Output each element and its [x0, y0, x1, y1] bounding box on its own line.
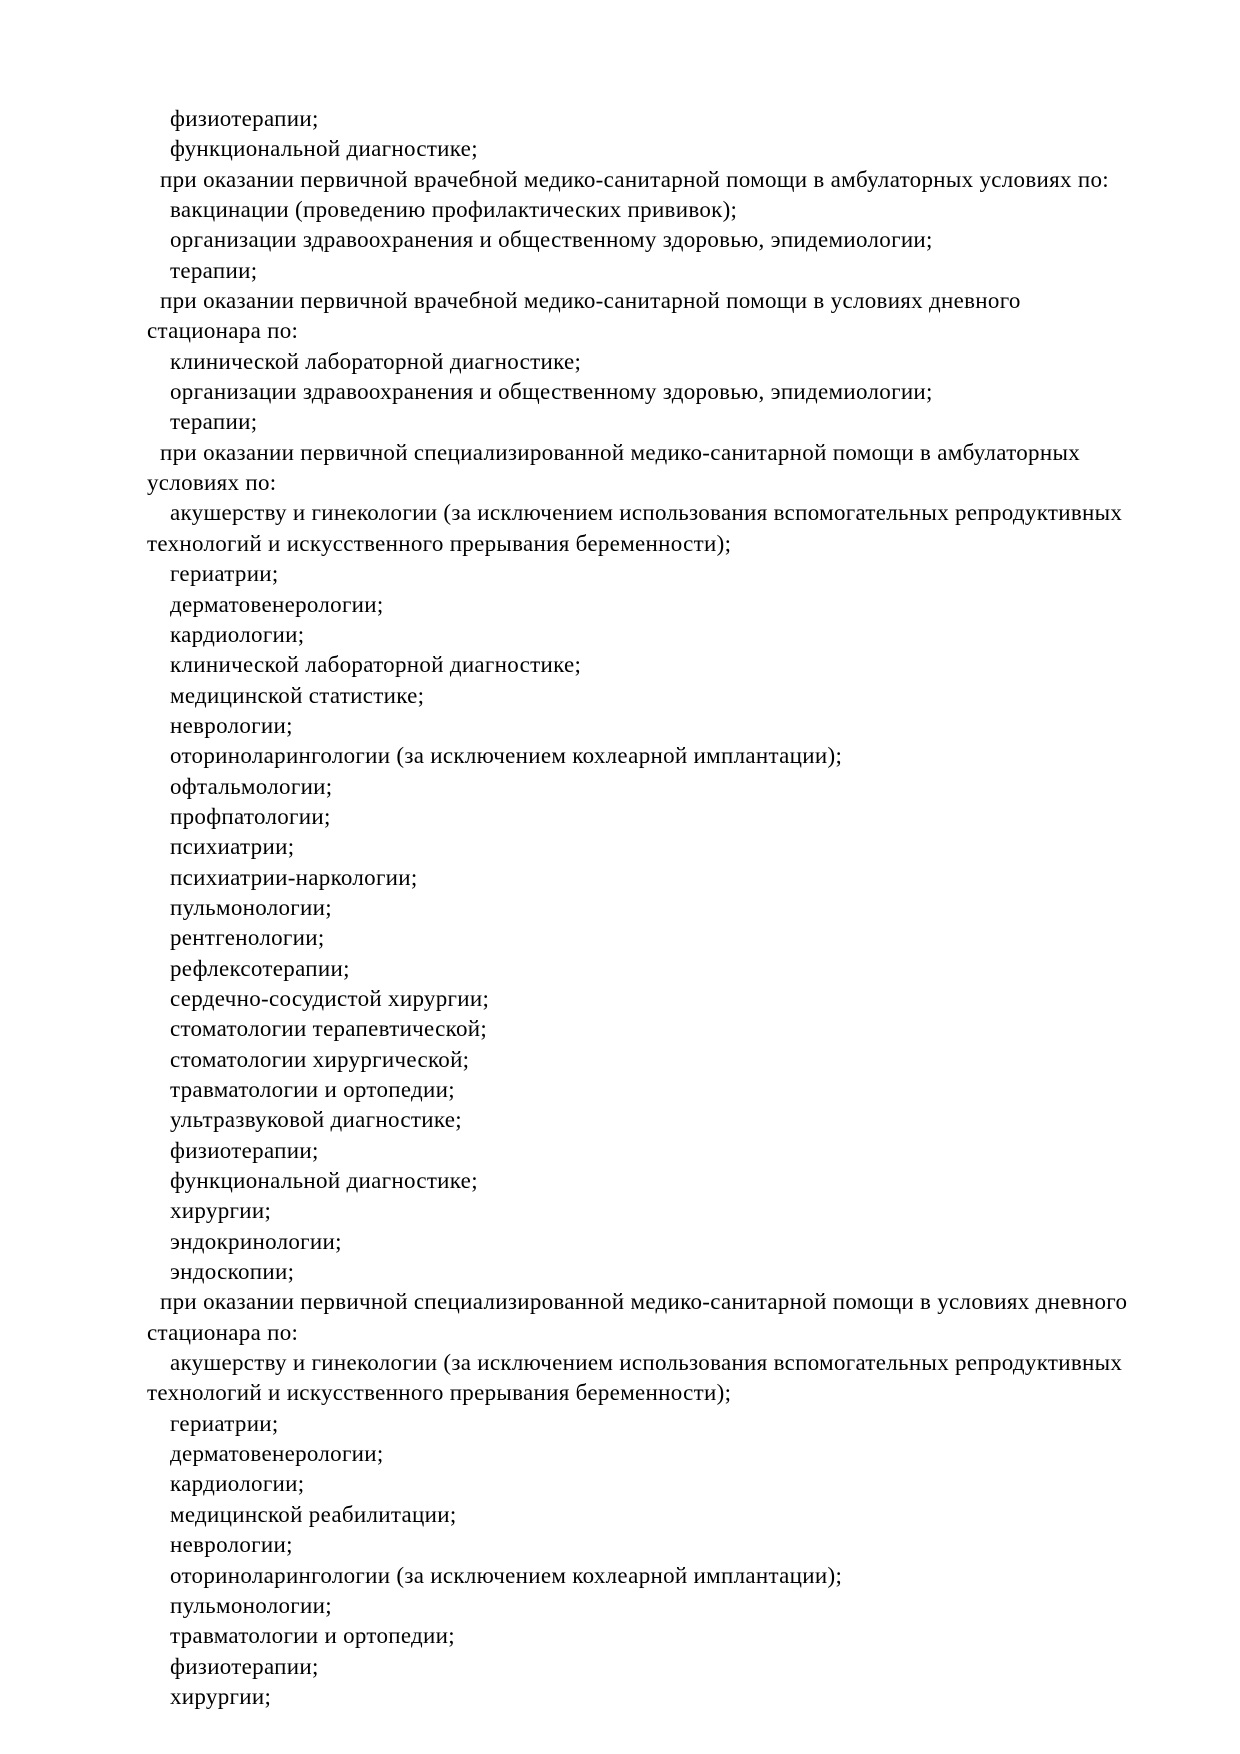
text-line: вакцинации (проведению профилактических прививок);	[170, 197, 738, 223]
text-line: психиатрии;	[170, 834, 295, 860]
text-line: условиях по:	[147, 470, 277, 496]
text-line: стационара по:	[147, 1319, 299, 1345]
text-line: дерматовенерологии;	[170, 591, 384, 617]
text-line: кардиологии;	[170, 621, 305, 647]
text-line: кардиологии;	[170, 1471, 305, 1497]
text-line: организации здравоохранения и общественному здоровью, эпидемиологии;	[170, 379, 933, 405]
text-line: при оказании первичной врачебной медико-санитарной помощи в амбулаторных условиях по:	[160, 166, 1109, 192]
text-line: гериатрии;	[170, 561, 279, 587]
text-line: рентгенологии;	[170, 925, 325, 951]
text-line: оториноларингологии (за исключением кохлеарной имплантации);	[170, 1562, 843, 1588]
text-line: клинической лабораторной диагностике;	[170, 652, 582, 678]
text-line: ультразвуковой диагностике;	[170, 1107, 462, 1133]
document-text	[147, 104, 1185, 1712]
text-line: гериатрии;	[170, 1410, 279, 1436]
text-line: технологий и искусственного прерывания беременности);	[147, 530, 732, 556]
text-line: при оказании первичной специализированной медико-санитарной помощи в амбулаторных	[160, 439, 1081, 465]
text-line: медицинской реабилитации;	[170, 1501, 457, 1527]
text-line: пульмонологии;	[170, 1592, 332, 1618]
text-line: функциональной диагностике;	[170, 136, 478, 162]
text-line: пульмонологии;	[170, 894, 332, 920]
text-line: неврологии;	[170, 1532, 293, 1558]
text-line: акушерству и гинекологии (за исключением использования вспомогательных репродуктивных	[170, 1350, 1123, 1376]
text-line: акушерству и гинекологии (за исключением использования вспомогательных репродуктивных	[170, 500, 1123, 526]
text-line: при оказании первичной специализированной медико-санитарной помощи в условиях дневного	[160, 1289, 1128, 1315]
text-line: офтальмологии;	[170, 773, 333, 799]
text-line: рефлексотерапии;	[170, 955, 350, 981]
text-line: дерматовенерологии;	[170, 1441, 384, 1467]
text-line: физиотерапии;	[170, 1653, 319, 1679]
text-line: организации здравоохранения и общественному здоровью, эпидемиологии;	[170, 227, 933, 253]
text-line: стоматологии хирургической;	[170, 1046, 470, 1072]
text-line: физиотерапии;	[170, 106, 319, 131]
text-line: стоматологии терапевтической;	[170, 1016, 488, 1042]
text-line: клинической лабораторной диагностике;	[170, 348, 582, 374]
text-line: профпатологии;	[170, 803, 331, 829]
text-line: травматологии и ортопедии;	[170, 1077, 455, 1102]
text-line: терапии;	[170, 409, 258, 435]
text-line: технологий и искусственного прерывания беременности);	[147, 1380, 732, 1406]
text-line: психиатрии-наркологии;	[170, 864, 418, 890]
text-line: функциональной диагностике;	[170, 1168, 478, 1194]
text-line: при оказании первичной врачебной медико-санитарной помощи в условиях дневного	[160, 288, 1021, 314]
text-line: хирургии;	[170, 1683, 272, 1709]
text-line: травматологии и ортопедии;	[170, 1623, 455, 1649]
text-line: сердечно-сосудистой хирургии;	[170, 985, 490, 1011]
text-line: оториноларингологии (за исключением кохлеарной имплантации);	[170, 743, 843, 769]
text-line: терапии;	[170, 257, 258, 283]
text-line: стационара по:	[147, 318, 299, 344]
text-line: неврологии;	[170, 712, 293, 738]
text-line: эндоскопии;	[170, 1259, 295, 1285]
text-line: хирургии;	[170, 1198, 272, 1224]
text-line: физиотерапии;	[170, 1137, 319, 1163]
text-line: эндокринологии;	[170, 1228, 342, 1254]
text-line: медицинской статистике;	[170, 682, 425, 708]
